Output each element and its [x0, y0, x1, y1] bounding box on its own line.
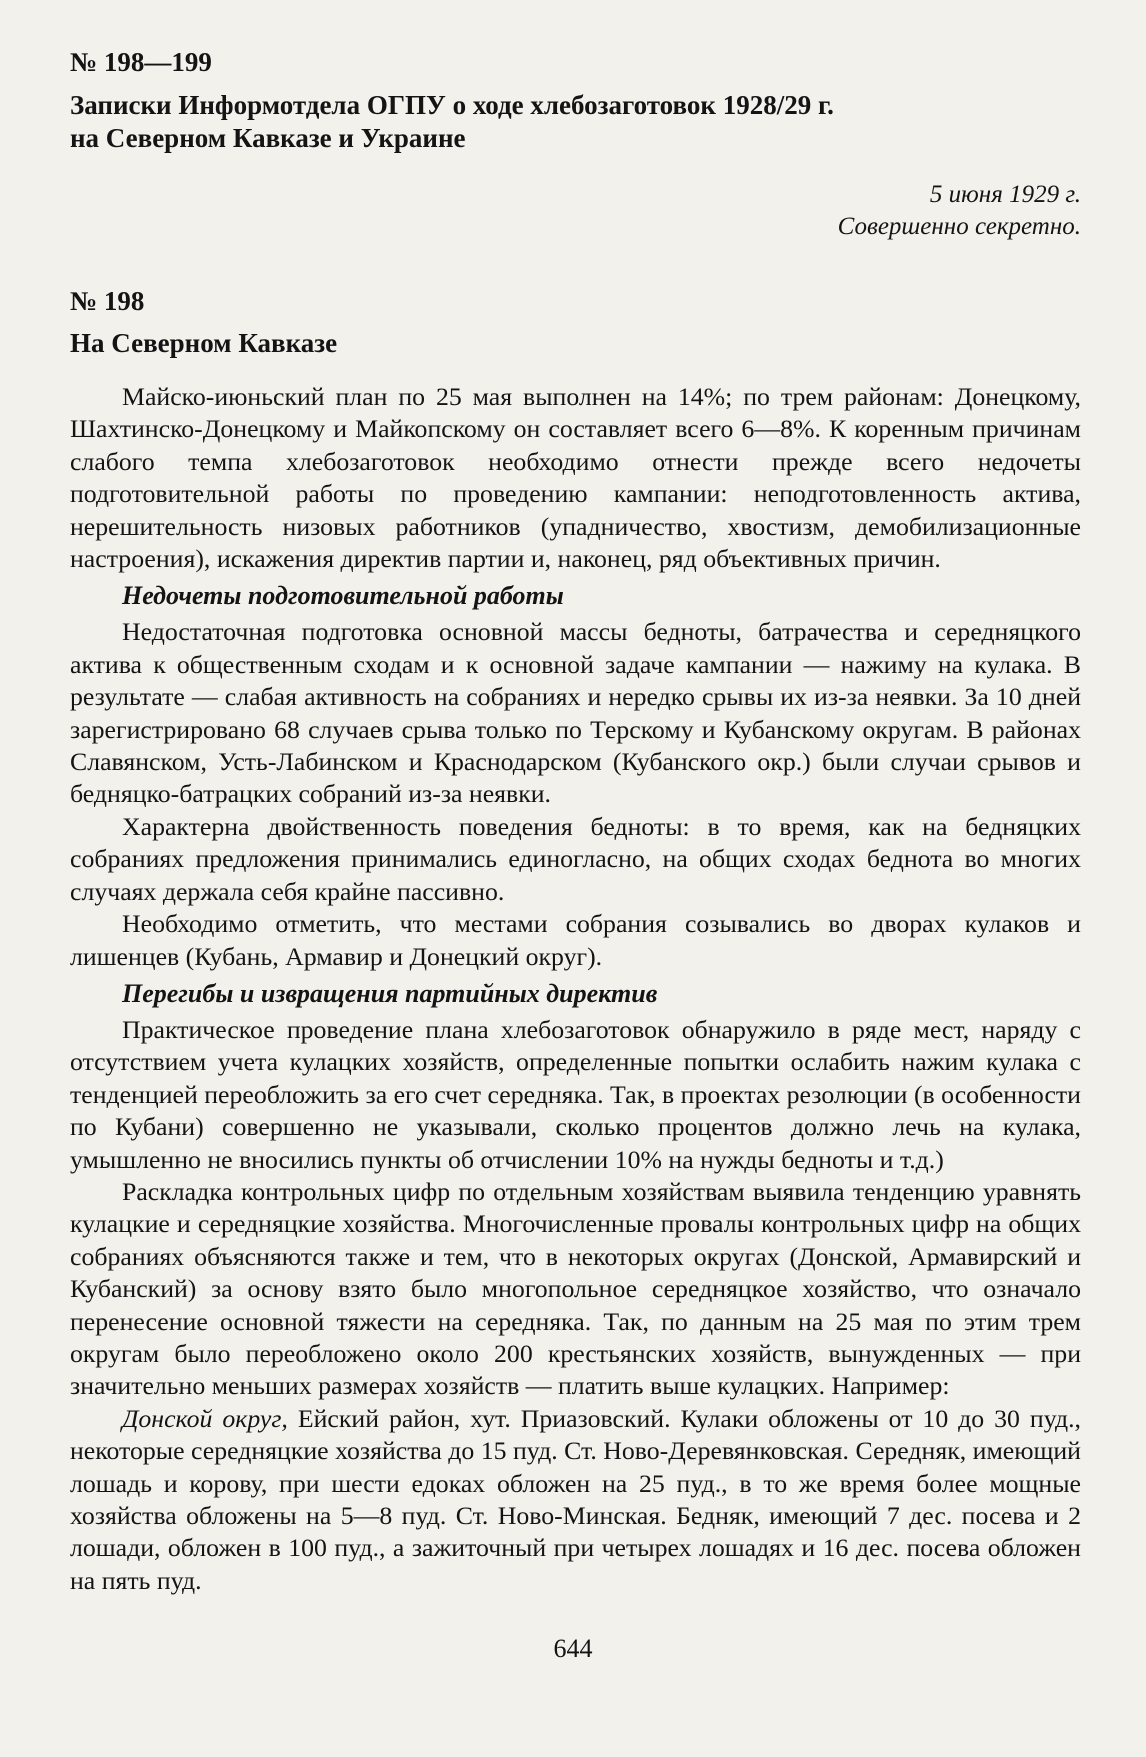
- paragraph: Характерна двойственность поведения бедноты: в то время, как на бедняцких собраниях предложения принимались единогласно, на общих сходах беднота во многих случаях держала себя крайне пассивно.: [70, 811, 1081, 906]
- document-meta: [70, 179, 1081, 243]
- document-date: 5 июня 1929 г.: [929, 181, 1081, 208]
- paragraph-rest: Ейский район, хут. Приазовский. Кулаки обложены от 10 до 30 пуд., некоторые середняцкие хозяйства до 15 пуд. Ст. Ново-Деревянковская. Середняк, имеющий лошадь и корову, при шести едоках обложен на 25 пуд., в то же время более мощные хозяйства обложены на 5—8 пуд. Ст. Ново-Минская. Бедняк, имеющий 7 дес. посева и 2 лошади, обложен в 100 пуд., а зажиточный при четырех лошадях и 16 дес. посева обложен на пять пуд.: [70, 1403, 1081, 1595]
- paragraph: [70, 1403, 1081, 1597]
- paragraph: Необходимо отметить, что местами собрания созывались во дворах кулаков и лишенцев (Кубань, Армавир и Донецкий округ).: [70, 909, 1081, 971]
- page-number: 644: [553, 1634, 593, 1663]
- section-number: № 198: [70, 286, 145, 316]
- document-title: [70, 89, 1081, 155]
- subheading-preparation: Недочеты подготовительной работы: [122, 581, 564, 611]
- section-region: На Северном Кавказе: [70, 328, 338, 358]
- title-line-1: Записки Информотдела ОГПУ о ходе хлебозаготовок 1928/29 г.: [70, 90, 834, 120]
- subheading-distortions: Перегибы и извращения партийных директив: [122, 978, 658, 1008]
- document-body: [70, 381, 1081, 1597]
- paragraph: Недостаточная подготовка основной массы бедноты, батрачества и середняцкого актива к общественным сходам и к основной задаче кампании — нажиму на кулака. В результате — слабая активность на собраниях и нередко срывы их из-за неявки. За 10 дней зарегистрировано 68 случаев срыва только по Терскому и Кубанскому округам. В районах Славянском, Усть-Лабинском и Краснодарском (Кубанского окр.) были случаи срывов и бедняцко-батрацких собраний из-за неявки.: [70, 617, 1081, 809]
- document-number: № 198—199: [70, 47, 212, 77]
- paragraph: Практическое проведение плана хлебозаготовок обнаружило в ряде мест, наряду с отсутствием учета кулацких хозяйств, определенные попытки ослабить нажим кулака с тенденцией переобложить за его счет середняка. Так, в проектах резолюции (в особенности по Кубани) совершенно не указывали, сколько процентов должно лечь на кулака, умышленно не вносились пункты об отчислении 10% на нужды бедноты и т.д.): [70, 1014, 1081, 1174]
- paragraph-lead-italic: Донской округ,: [122, 1403, 288, 1433]
- classification-stamp: Совершенно секретно.: [837, 213, 1081, 240]
- paragraph: Раскладка контрольных цифр по отдельным хозяйствам выявила тенденцию уравнять кулацкие и середняцкие хозяйства. Многочисленные провалы контрольных цифр на общих собраниях объясняются также и тем, что в некоторых округах (Донской, Армавирский и Кубанский) за основу взято было многопольное середняцкое хозяйство, что означало перенесение основной тяжести на середняка. Так, по данным на 25 мая по этим трем округам было переобложено около 200 крестьянских хозяйств, вынужденных — при значительно меньших размерах хозяйств — платить выше кулацких. Например:: [70, 1176, 1081, 1401]
- paragraph: Майско-июньский план по 25 мая выполнен на 14%; по трем районам: Донецкому, Шахтинско-Донецкому и Майкопскому он составляет всего 6—8%. К коренным причинам слабого темпа хлебозаготовок необходимо отнести прежде всего недочеты подготовительной работы по проведению кампании: неподготовленность актива, нерешительность низовых работников (упадничество, хвостизм, демобилизационные настроения), искажения директив партии и, наконец, ряд объективных причин.: [70, 382, 1081, 574]
- title-line-2: на Северном Кавказе и Украине: [70, 123, 466, 153]
